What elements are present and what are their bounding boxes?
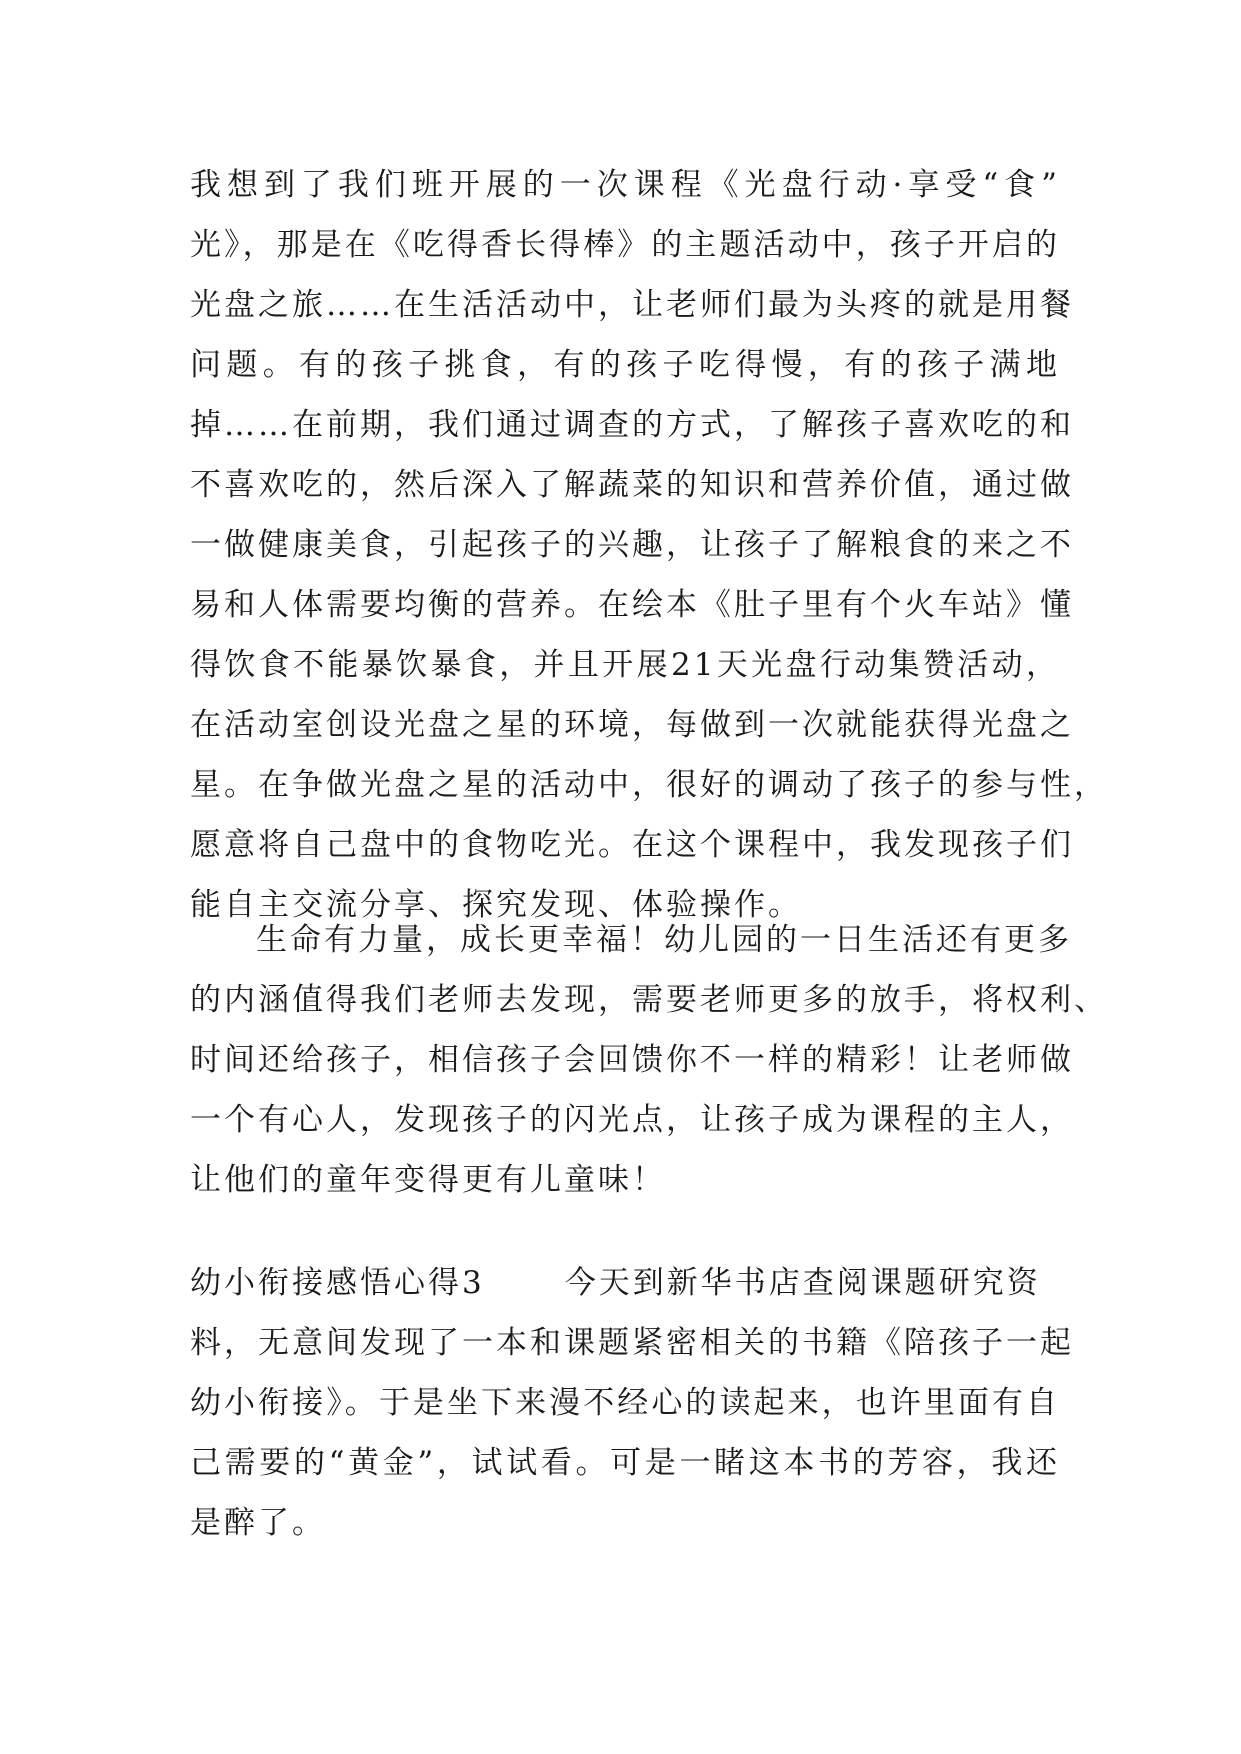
paragraph-line: 一做健康美食，引起孩子的兴趣，让孩子了解粮食的来之不 [190, 527, 1074, 563]
paragraph-line: 光》，那是在《吃得香长得棒》的主题活动中，孩子开启的 [190, 227, 1060, 263]
section-first-line-text: 今天到新华书店查阅课题研究资 [564, 1265, 1041, 1301]
paragraph-line: 掉……在前期，我们通过调查的方式，了解孩子喜欢吃的和 [190, 407, 1074, 443]
section-3 [190, 1253, 1074, 1553]
paragraph-line: 能自主交流分享、探究发现、体验操作。 [190, 887, 802, 923]
paragraph-1 [190, 155, 1108, 935]
paragraph-line: 生命有力量，成长更幸福！幼儿园的一日生活还有更多 [256, 922, 1072, 958]
paragraph-line: 我想到了我们班开展的一次课程《光盘行动·享受“食” [190, 167, 1060, 203]
paragraph-line: 愿意将自己盘中的食物吃光。在这个课程中，我发现孩子们 [190, 827, 1074, 863]
paragraph-line: 时间还给孩子，相信孩子会回馈你不一样的精彩！让老师做 [190, 1042, 1074, 1078]
paragraph-line: 料，无意间发现了一本和课题紧密相关的书籍《陪孩子一起 [190, 1325, 1074, 1361]
paragraph-line: 己需要的“黄金”，试试看。可是一睹这本书的芳容，我还 [190, 1445, 1060, 1481]
paragraph-line: 不喜欢吃的，然后深入了解蔬菜的知识和营养价值，通过做 [190, 467, 1074, 503]
section-first-line [190, 1253, 1060, 1313]
paragraph-line: 让他们的童年变得更有儿童味！ [190, 1162, 666, 1198]
paragraph-line: 易和人体需要均衡的营养。在绘本《肚子里有个火车站》懂 [190, 587, 1074, 623]
paragraph-line: 在活动室创设光盘之星的环境，每做到一次就能获得光盘之 [190, 707, 1074, 743]
paragraph-line: 一个有心人，发现孩子的闪光点，让孩子成为课程的主人， [190, 1102, 1074, 1138]
paragraph-line: 星。在争做光盘之星的活动中，很好的调动了孩子的参与性， [190, 767, 1108, 803]
paragraph-line: 幼小衔接》。于是坐下来漫不经心的读起来，也许里面有自 [190, 1385, 1060, 1421]
paragraph-line: 得饮食不能暴饮暴食，并且开展21天光盘行动集赞活动， [190, 647, 1060, 683]
paragraph-line: 是醉了。 [190, 1505, 326, 1541]
paragraph-line: 的内涵值得我们老师去发现，需要老师更多的放手，将权利、 [190, 982, 1108, 1018]
paragraph-2 [190, 910, 1108, 1210]
paragraph-line: 问题。有的孩子挑食，有的孩子吃得慢，有的孩子满地 [190, 347, 1060, 383]
section-heading: 幼小衔接感悟心得3 [190, 1265, 485, 1301]
paragraph-line: 光盘之旅……在生活活动中，让老师们最为头疼的就是用餐 [190, 287, 1074, 323]
